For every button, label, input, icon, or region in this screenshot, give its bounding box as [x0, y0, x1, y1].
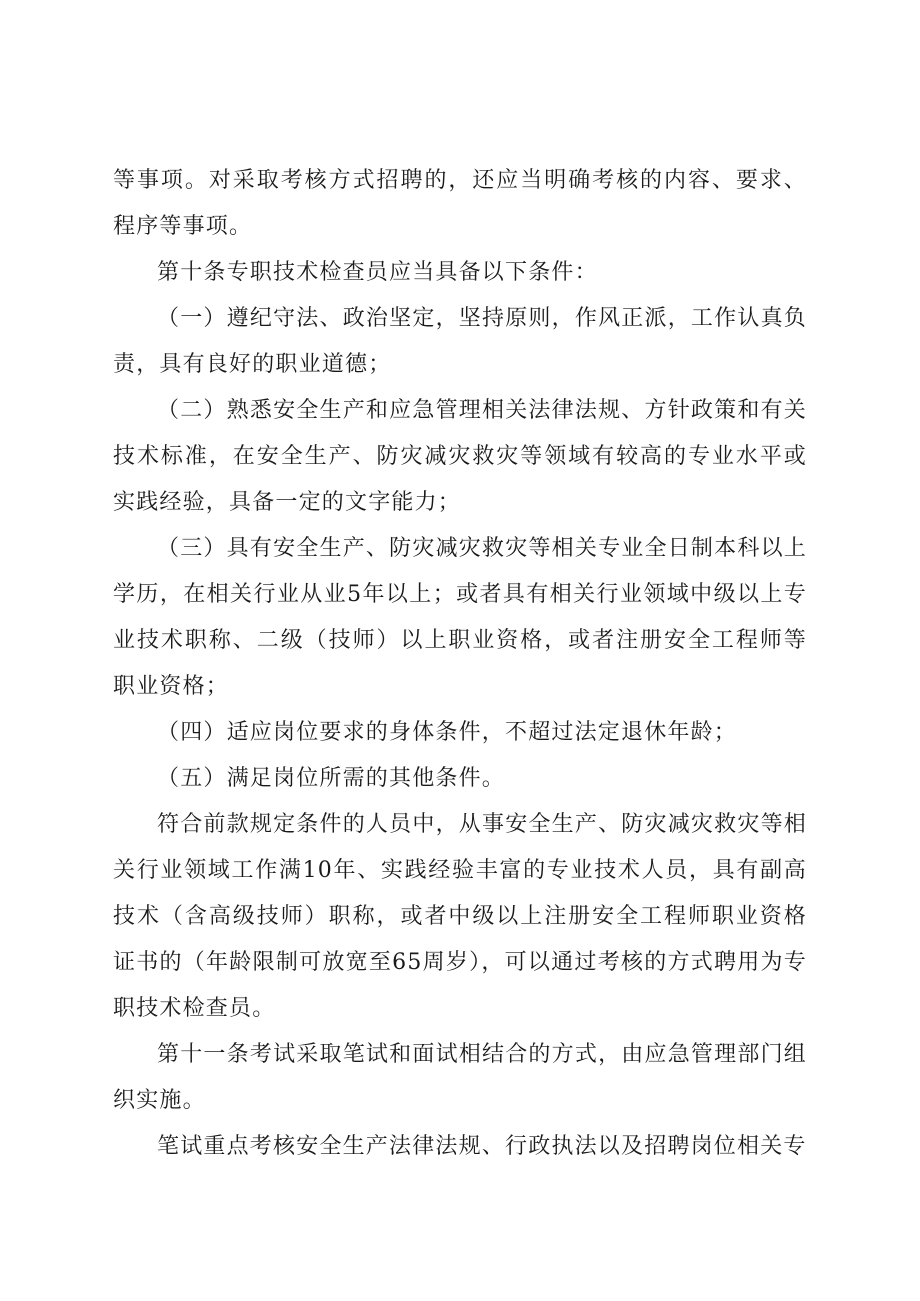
- document-body: [113, 158, 807, 1170]
- written-exam-paragraph: 笔试重点考核安全生产法律法规、行政执法以及招聘岗位相关专: [157, 1134, 807, 1159]
- condition-4: （四）适应岗位要求的身体条件，不超过法定退休年龄；: [157, 720, 738, 745]
- condition-5: （五）满足岗位所需的其他条件。: [157, 766, 506, 791]
- article-10-heading: 第十条专职技术检查员应当具备以下条件：: [157, 260, 598, 285]
- relaxed-conditions-paragraph: 符合前款规定条件的人员中，从事安全生产、防灾减灾救灾等相关行业领域工作满10年、实践经验丰富的专业技术人员，具有副高技术（含高级技师）职称，或者中级以上注册安全工程师职业资格证书的（年龄限制可放宽至65周岁），可以通过考核的方式聘用为专职技术检查员。: [113, 812, 807, 1021]
- condition-3: （三）具有安全生产、防灾减灾救灾等相关专业全日制本科以上学历，在相关行业从业5年以上；或者具有相关行业领域中级以上专业技术职称、二级（技师）以上职业资格，或者注册安全工程师等职业资格；: [113, 536, 807, 699]
- paragraph-continuation: 等事项。对采取考核方式招聘的，还应当明确考核的内容、要求、程序等事项。: [113, 168, 807, 239]
- condition-1: （一）遵纪守法、政治坚定，坚持原则，作风正派，工作认真负责，具有良好的职业道德；: [113, 306, 807, 377]
- article-11-paragraph: 第十一条考试采取笔试和面试相结合的方式，由应急管理部门组织实施。: [113, 1042, 807, 1113]
- condition-2: （二）熟悉安全生产和应急管理相关法律法规、方针政策和有关技术标准，在安全生产、防灾减灾救灾等领域有较高的专业水平或实践经验，具备一定的文字能力；: [113, 398, 807, 515]
